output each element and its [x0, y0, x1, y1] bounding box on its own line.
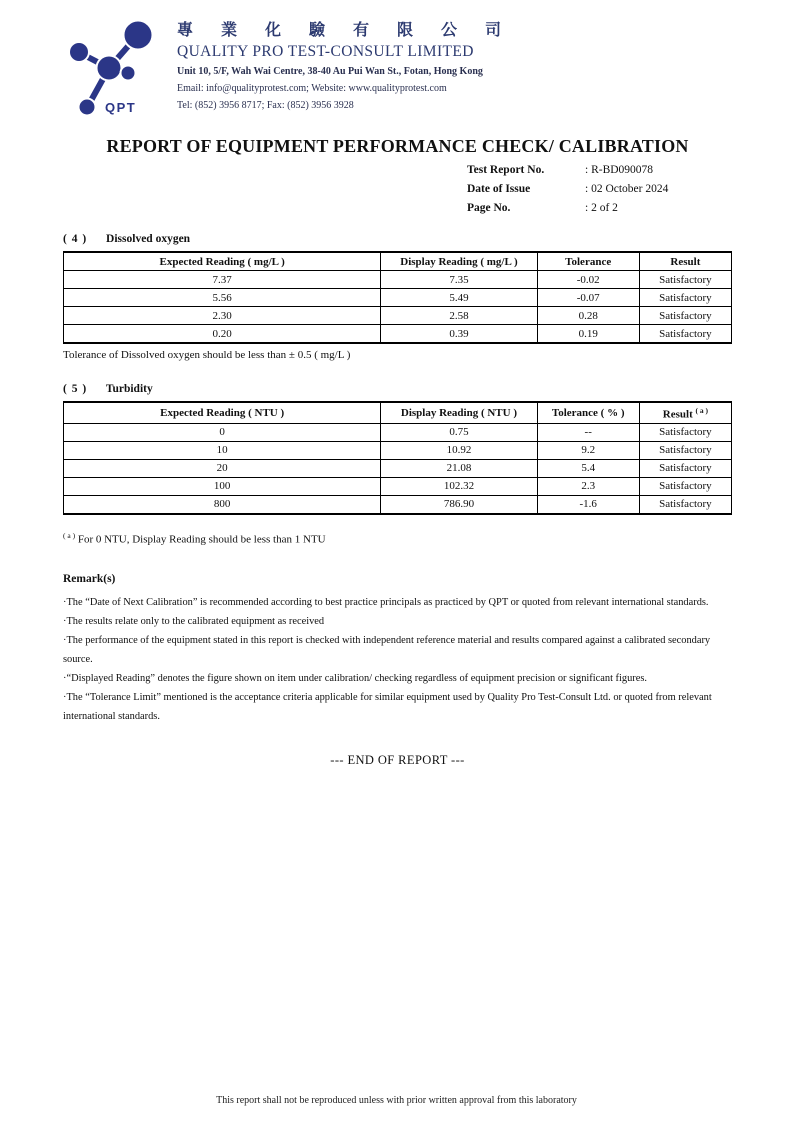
- remark-item: ·The “Date of Next Calibration” is recommended according to best practice principals as practiced by QPT or quoted from relevant international standards.: [63, 597, 709, 609]
- result-footnote-marker: ( a ): [695, 405, 708, 415]
- section-4-number: ( 4 ): [63, 233, 88, 245]
- footnote-marker: ( a ): [63, 530, 76, 540]
- table-cell: 2.30: [64, 307, 381, 325]
- table-row: [64, 307, 732, 325]
- section-5-number: ( 5 ): [63, 383, 88, 395]
- letterhead: [63, 15, 732, 116]
- turbidity-footnote: [63, 531, 732, 546]
- table-row: [64, 423, 732, 441]
- table-cell: Satisfactory: [639, 271, 731, 289]
- table-row: [64, 289, 732, 307]
- report-no-label: Test Report No.: [467, 164, 545, 176]
- remark-item: ·“Displayed Reading” denotes the figure shown on item under calibration/ checking regardless of equipment precision or significant figures.: [63, 673, 648, 685]
- table-cell: 7.37: [64, 271, 381, 289]
- table-cell: 21.08: [381, 459, 537, 477]
- table-cell: 786.90: [381, 495, 537, 514]
- table-row: [64, 271, 732, 289]
- table-cell: 0.75: [381, 423, 537, 441]
- dissolved-oxygen-tolerance-note: Tolerance of Dissolved oxygen should be less than ± 0.5 ( mg/L ): [63, 349, 351, 361]
- table-cell: 0.19: [537, 325, 639, 344]
- remark-item: ·The “Tolerance Limit” mentioned is the acceptance criteria applicable for similar equipment used by Quality Pro Test-Consult Ltd. or quoted from relevant international standards.: [63, 692, 712, 722]
- page-no-value: : 2 of 2: [585, 202, 618, 214]
- table-cell: 0.39: [381, 325, 537, 344]
- table-row: [64, 495, 732, 514]
- table-cell: Satisfactory: [639, 423, 731, 441]
- table-cell: Satisfactory: [639, 459, 731, 477]
- date-of-issue-label: Date of Issue: [467, 183, 531, 195]
- table-cell: 2.3: [537, 477, 639, 495]
- logo-qpt-text: QPT: [105, 100, 137, 115]
- company-email-website: Email: info@qualityprotest.com; Website: www.qualityprotest.com: [177, 82, 447, 94]
- table-cell: 2.58: [381, 307, 537, 325]
- table-row: [64, 459, 732, 477]
- table-cell: 9.2: [537, 441, 639, 459]
- table-cell: 20: [64, 459, 381, 477]
- table-cell: -1.6: [537, 495, 639, 514]
- report-info-row: [467, 161, 732, 180]
- table-header-row: [64, 402, 732, 423]
- table-cell: Satisfactory: [639, 289, 731, 307]
- header-result: Result $^{( a )}$: [639, 402, 731, 423]
- table-cell: Satisfactory: [639, 495, 731, 514]
- date-of-issue-value: : 02 October 2024: [585, 183, 669, 195]
- qpt-molecule-logo-icon: [63, 15, 169, 116]
- header-display-reading: Display Reading ( NTU ): [381, 402, 537, 423]
- report-no-value: : R-BD090078: [585, 164, 654, 176]
- table-cell: 800: [64, 495, 381, 514]
- report-info-row: [467, 199, 732, 218]
- page-no-label: Page No.: [467, 202, 511, 214]
- header-display-reading: Display Reading ( mg/L ): [381, 252, 537, 271]
- header-result: Result: [639, 252, 731, 271]
- table-cell: Satisfactory: [639, 325, 731, 344]
- section-4-heading: [63, 233, 732, 245]
- remarks-section: [63, 573, 732, 727]
- company-address: Unit 10, 5/F, Wah Wai Centre, 38-40 Au Pui Wan St., Fotan, Hong Kong: [177, 65, 483, 77]
- table-cell: --: [537, 423, 639, 441]
- company-name-english: QUALITY PRO TEST-CONSULT LIMITED: [177, 43, 474, 61]
- header-expected-reading: Expected Reading ( mg/L ): [64, 252, 381, 271]
- table-cell: 100: [64, 477, 381, 495]
- section-5-heading: [63, 383, 732, 395]
- header-expected-reading: Expected Reading ( NTU ): [64, 402, 381, 423]
- section-4-title: Dissolved oxygen: [106, 233, 191, 245]
- table-cell: 0.28: [537, 307, 639, 325]
- table-cell: 7.35: [381, 271, 537, 289]
- turbidity-table: [63, 401, 732, 515]
- table-cell: 0: [64, 423, 381, 441]
- company-block: [169, 15, 513, 113]
- table-row: [64, 441, 732, 459]
- remark-item: ·The results relate only to the calibrated equipment as received: [63, 616, 325, 628]
- table-cell: 0.20: [64, 325, 381, 344]
- table-cell: 5.49: [381, 289, 537, 307]
- company-name-chinese: 專 業 化 驗 有 限 公 司: [177, 22, 514, 39]
- table-row: [64, 477, 732, 495]
- remarks-heading: Remark(s): [63, 573, 116, 586]
- footer-disclaimer: This report shall not be reproduced unless with prior written approval from this laboratory: [216, 1095, 577, 1106]
- section-5-title: Turbidity: [105, 383, 153, 395]
- table-cell: 5.4: [537, 459, 639, 477]
- table-cell: 5.56: [64, 289, 381, 307]
- table-cell: Satisfactory: [639, 441, 731, 459]
- remark-item: ·The performance of the equipment stated in this report is checked with independent reference material and results compared against a calibrated secondary source.: [63, 635, 711, 666]
- header-tolerance: Tolerance: [537, 252, 639, 271]
- table-cell: 10: [64, 441, 381, 459]
- report-info-block: [467, 161, 732, 218]
- table-cell: -0.07: [537, 289, 639, 307]
- report-title: REPORT OF EQUIPMENT PERFORMANCE CHECK/ CALIBRATION: [106, 136, 689, 156]
- table-cell: Satisfactory: [639, 477, 731, 495]
- dissolved-oxygen-table: [63, 251, 732, 344]
- report-info-row: [467, 180, 732, 199]
- table-cell: 102.32: [381, 477, 537, 495]
- end-of-report-text: --- END OF REPORT ---: [330, 752, 465, 767]
- table-row: [64, 325, 732, 344]
- header-tolerance-percent: Tolerance ( % ): [537, 402, 639, 423]
- company-tel-fax: Tel: (852) 3956 8717; Fax: (852) 3956 3928: [177, 99, 354, 111]
- table-header-row: [64, 252, 732, 271]
- table-cell: Satisfactory: [639, 307, 731, 325]
- footnote-text: For 0 NTU, Display Reading should be less than 1 NTU: [77, 533, 326, 546]
- table-cell: 10.92: [381, 441, 537, 459]
- table-cell: -0.02: [537, 271, 639, 289]
